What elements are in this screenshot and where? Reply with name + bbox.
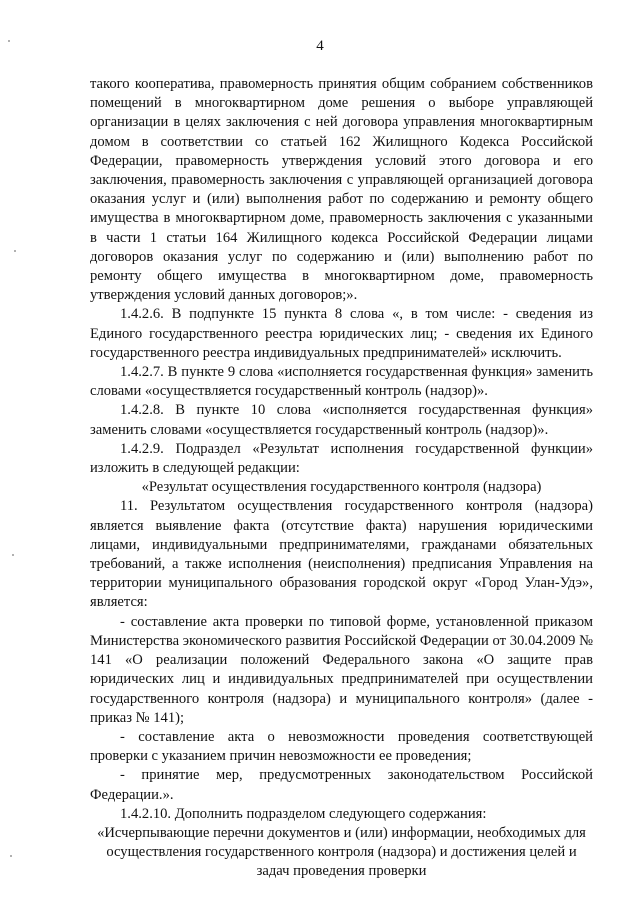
scan-speck xyxy=(8,40,10,42)
scan-speck xyxy=(14,250,16,252)
list-item-impossibility-act: - составление акта о невозможности проведения соответствующей проверки с указанием причин невозможности ее проведения; xyxy=(90,728,593,765)
subsection-heading-documents: «Исчерпывающие перечни документов и (или) информации, необходимых для осуществления государственного контроля (надзора) и достижения целей и задач проведения проверки xyxy=(97,824,586,880)
paragraph-1-4-2-7: 1.4.2.7. В пункте 9 слова «исполняется государственная функция» заменить словами «осуществляется государственный контроль (надзор)». xyxy=(90,364,593,400)
scan-speck xyxy=(12,554,14,556)
subsection-heading-result: «Результат осуществления государственного контроля (надзора) xyxy=(141,479,542,496)
paragraph-1-4-2-9: 1.4.2.9. Подраздел «Результат исполнения государственной функции» изложить в следующей редакции: xyxy=(90,440,593,477)
document-body xyxy=(90,75,593,882)
page-number: 4 xyxy=(316,38,324,54)
list-item-inspection-act: - составление акта проверки по типовой форме, установленной приказом Министерства экономического развития Российской Федерации от 30.04.2009 № 141 «О реализации положений Федерального закона «О защите прав юридических лиц и индивидуальных предпринимателей при осуществлении государственного контроля (надзора) и муниципального контроля» (далее - приказ № 141); xyxy=(90,613,593,726)
paragraph-11: 11. Результатом осуществления государственного контроля (надзора) является выявление факта (отсутствие факта) нарушения юридическими лицами, индивидуальными предпринимателями, гражданами обязательных требований, а также исполнения (неисполнения) предписания Управления на территории муниципального образования городской округ «Город Улан-Удэ», является: xyxy=(90,498,593,611)
paragraph-1-4-2-10: 1.4.2.10. Дополнить подразделом следующего содержания: xyxy=(120,805,487,822)
paragraph-continuation: такого кооператива, правомерность принятия общим собранием собственников помещений в многоквартирном доме решения о выборе управляющей организации в целях заключения с ней договора управления многоквартирным домом в соответствии со статьей 162 Жилищного Кодекса Российской Федерации, правомерность утверждения условий этого договора и его заключения, правомерность заключения с управляющей организацией договора оказания услуг и (или) выполнения работ по содержанию и ремонту общего имущества в многоквартирном доме, правомерность заключения с указанными в части 1 статьи 164 Жилищного кодекса Российской Федерации лицами договоров оказания услуг по содержанию и (или) выполнению работ по ремонту общего имущества в многоквартирном доме, правомерность утверждения условий данных договоров;». xyxy=(90,76,593,304)
list-item-measures: - принятие мер, предусмотренных законодательством Российской Федерации.». xyxy=(90,767,593,803)
paragraph-1-4-2-8: 1.4.2.8. В пункте 10 слова «исполняется государственная функция» заменить словами «осуществляется государственный контроль (надзор)». xyxy=(90,402,593,438)
scan-speck xyxy=(10,855,12,857)
paragraph-1-4-2-6: 1.4.2.6. В подпункте 15 пункта 8 слова «, в том числе: - сведения из Единого государственного реестра юридических лиц; - сведения их Единого государственного реестра индивидуальных предпринимателей» исключить. xyxy=(90,306,593,361)
